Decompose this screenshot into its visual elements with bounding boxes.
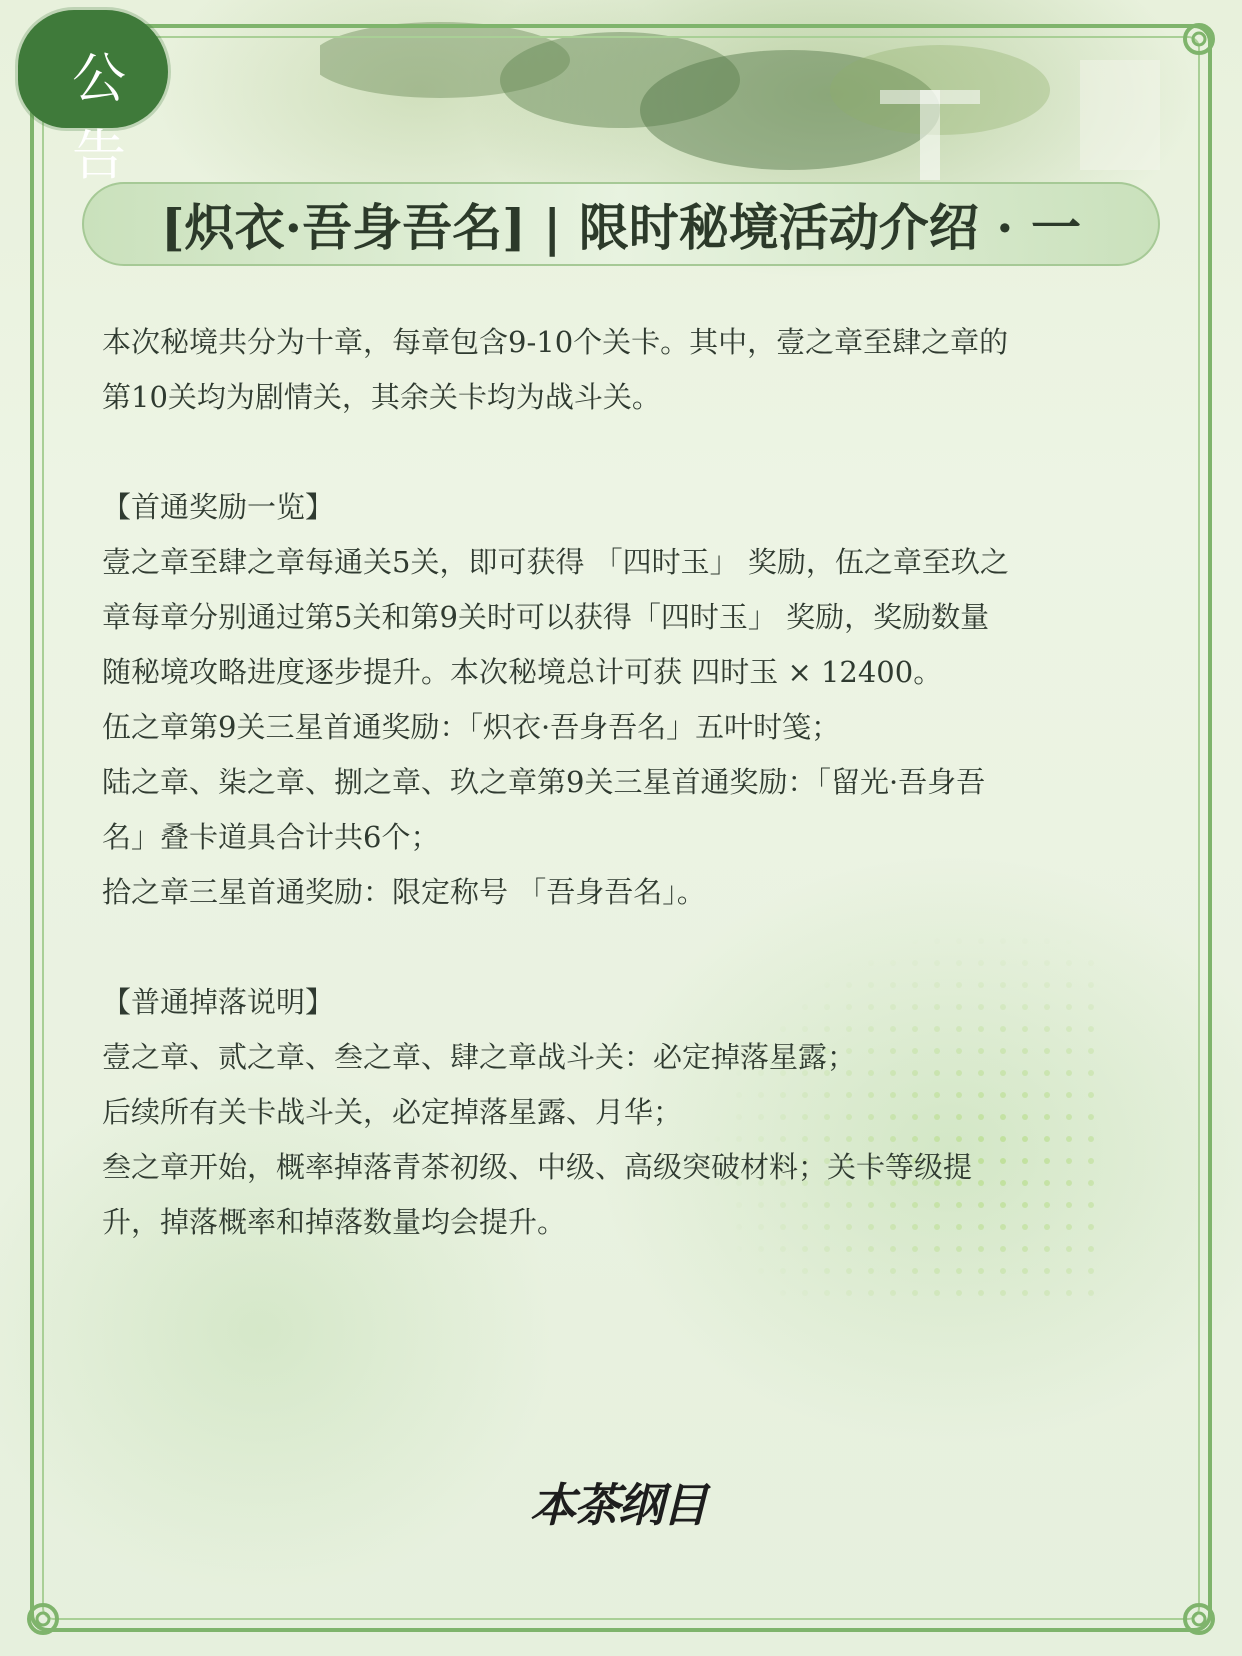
corner-ornament-bottom-right: [1176, 1596, 1222, 1642]
drops-line: 后续所有关卡战斗关，必定掉落星露、月华；: [102, 1095, 683, 1129]
first-clear-line: 伍之章第9关三星首通奖励：「炽衣·吾身吾名」五叶时笺；: [102, 710, 841, 744]
announcement-badge: [18, 10, 168, 187]
first-clear-line: 随秘境攻略进度逐步提升。本次秘境总计可获 四时玉 × 12400。: [102, 655, 943, 689]
section-heading-drops: 【普通掉落说明】: [102, 985, 335, 1019]
intro-line: 本次秘境共分为十章，每章包含9-10个关卡。其中，壹之章至肆之章的: [102, 325, 1009, 359]
page-title: [炽衣·吾身吾名] | 限时秘境活动介绍 · 一: [161, 198, 1081, 257]
drops-line: 壹之章、贰之章、叁之章、肆之章战斗关：必定掉落星露；: [102, 1040, 857, 1074]
first-clear-line: 壹之章至肆之章每通关5关，即可获得 「四时玉」 奖励，伍之章至玖之: [102, 545, 1009, 579]
drops-line: 叁之章开始，概率掉落青茶初级、中级、高级突破材料；关卡等级提: [102, 1150, 973, 1184]
announcement-body: [102, 315, 1102, 1250]
intro-line: 第10关均为剧情关，其余关卡均为战斗关。: [102, 380, 661, 414]
corner-ornament-bottom-left: [20, 1596, 66, 1642]
drops-line: 升，掉落概率和掉落数量均会提升。: [102, 1205, 567, 1239]
first-clear-line: 名」叠卡道具合计共6个；: [102, 820, 440, 854]
first-clear-line: 章每章分别通过第5关和第9关时可以获得「四时玉」 奖励，奖励数量: [102, 600, 990, 634]
badge-label: 公告: [72, 47, 128, 187]
section-heading-first-clear: 【首通奖励一览】: [102, 490, 335, 524]
game-logo: 本茶纲目: [530, 1478, 706, 1532]
first-clear-line: 陆之章、柒之章、捌之章、玖之章第9关三星首通奖励：「留光·吾身吾: [102, 765, 986, 799]
corner-ornament-top-right: [1176, 16, 1222, 62]
title-banner: [82, 182, 1160, 266]
first-clear-line: 拾之章三星首通奖励：限定称号 「吾身吾名」。: [102, 875, 706, 909]
